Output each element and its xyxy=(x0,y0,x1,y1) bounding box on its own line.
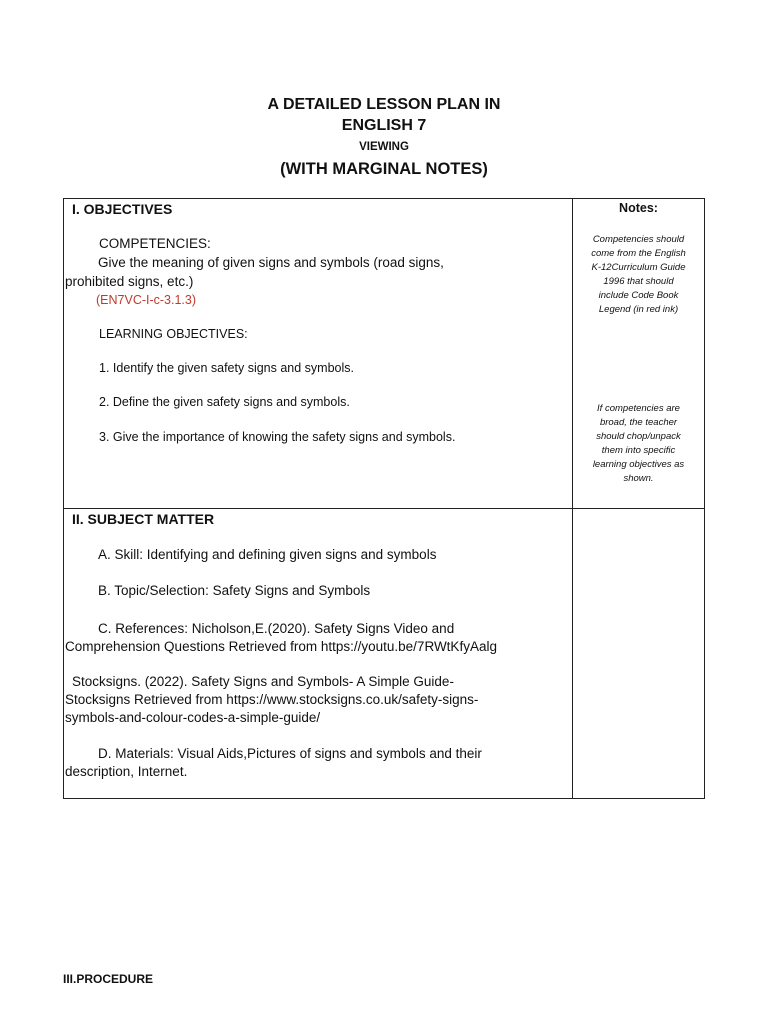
note-line: shown. xyxy=(623,473,654,484)
competency-line-2: prohibited signs, etc.) xyxy=(65,274,194,289)
materials-line-2: description, Internet. xyxy=(65,764,188,779)
note-line: K-12Curriculum Guide xyxy=(591,262,686,273)
note-line: If competencies are xyxy=(597,403,680,414)
note-line: include Code Book xyxy=(598,290,679,301)
note-line: Competencies should xyxy=(592,234,685,245)
notes-cell xyxy=(573,199,705,509)
title-line-1: A DETAILED LESSON PLAN IN xyxy=(267,96,501,113)
note-line: come from the English xyxy=(591,248,686,259)
reference-2-line-1: Stocksigns. (2022). Safety Signs and Symbols- A Simple Guide- xyxy=(72,674,454,689)
title-line-2: ENGLISH 7 xyxy=(341,117,427,134)
objectives-row xyxy=(64,199,705,509)
competency-line-1: Give the meaning of given signs and symbols (road signs, xyxy=(98,255,444,270)
title-line-3: VIEWING xyxy=(359,141,409,153)
note-line: Legend (in red ink) xyxy=(598,304,679,315)
lesson-plan-table xyxy=(63,198,705,799)
learning-objective-2: 2. Define the given safety signs and symbols. xyxy=(99,395,350,409)
reference-1-line-2: Comprehension Questions Retrieved from https://youtu.be/7RWtKfyAalg xyxy=(65,639,497,654)
note-line: broad, the teacher xyxy=(599,417,678,428)
subject-matter-row xyxy=(64,509,705,799)
procedure-heading: III.PROCEDURE xyxy=(63,972,154,986)
objectives-heading: I. OBJECTIVES xyxy=(72,201,173,217)
subject-matter-heading: II. SUBJECT MATTER xyxy=(72,511,215,527)
subject-matter-notes-cell xyxy=(573,509,705,799)
competency-code: (EN7VC-I-c-3.1.3) xyxy=(96,293,197,307)
marginal-note-competencies xyxy=(579,233,698,317)
note-line: learning objectives as xyxy=(592,459,685,470)
materials-line-1: D. Materials: Visual Aids,Pictures of signs and symbols and their xyxy=(98,746,482,761)
topic-line: B. Topic/Selection: Safety Signs and Symbols xyxy=(98,583,371,598)
reference-1-line-1: C. References: Nicholson,E.(2020). Safety Signs Video and xyxy=(98,621,455,636)
competencies-label: COMPETENCIES: xyxy=(99,236,211,251)
marginal-note-learning-objectives xyxy=(579,402,698,486)
learning-objective-1: 1. Identify the given safety signs and symbols. xyxy=(99,361,354,375)
learning-objectives-label: LEARNING OBJECTIVES: xyxy=(99,327,248,341)
objectives-cell xyxy=(64,199,573,509)
subject-matter-cell xyxy=(64,509,573,799)
note-line: should chop/unpack xyxy=(596,431,681,442)
skill-line: A. Skill: Identifying and defining given signs and symbols xyxy=(98,547,437,562)
reference-2-line-2: Stocksigns Retrieved from https://www.stocksigns.co.uk/safety-signs- xyxy=(65,692,479,707)
learning-objective-3: 3. Give the importance of knowing the safety signs and symbols. xyxy=(99,430,456,444)
document-title xyxy=(0,94,768,180)
notes-heading: Notes: xyxy=(619,201,658,215)
reference-2-line-3: symbols-and-colour-codes-a-simple-guide/ xyxy=(65,710,321,725)
title-line-4: (WITH MARGINAL NOTES) xyxy=(280,160,488,178)
note-line: 1996 that should xyxy=(603,276,674,287)
note-line: them into specific xyxy=(601,445,676,456)
